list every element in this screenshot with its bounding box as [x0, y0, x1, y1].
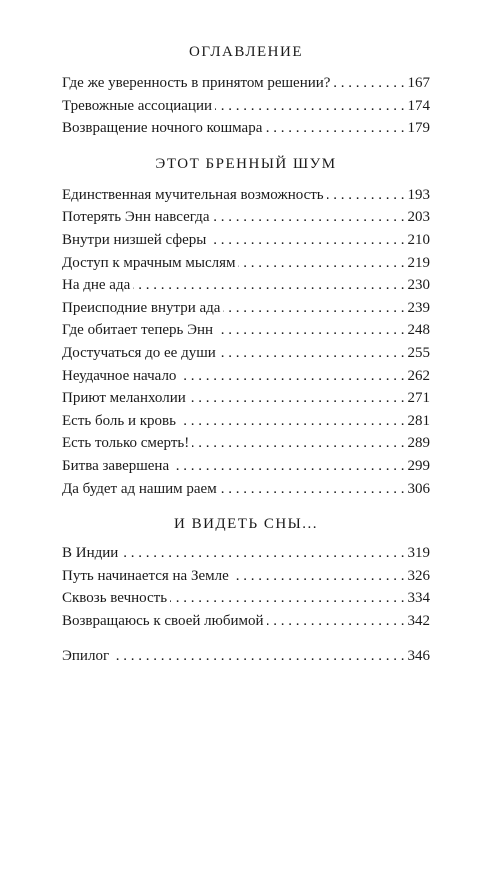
toc-entry[interactable]: [62, 542, 430, 565]
toc-entry[interactable]: [62, 365, 430, 388]
dot-leader: [333, 72, 404, 87]
toc-entry-title: Где же уверенность в принятом решении?: [62, 75, 331, 91]
toc-entry-title: Единственная мучительная возможность: [62, 186, 324, 203]
section-heading: И ВИДЕТЬ СНЫ...: [173, 516, 318, 533]
toc-entry-page: 239: [407, 299, 430, 316]
toc-entry-title: Приют меланхолии: [62, 390, 186, 407]
toc-entry[interactable]: [62, 252, 430, 275]
toc-entry-title: Возвращение ночного кошмара: [62, 120, 263, 137]
dot-leader: [133, 274, 404, 289]
toc-entry-title: Преисподние внутри ада: [62, 299, 221, 316]
toc-section-to-dream: [62, 516, 430, 632]
toc-entry-title: Есть боль и кровь: [62, 412, 176, 429]
toc-section-this-mortal-coil: [62, 156, 430, 500]
toc-list: [62, 184, 430, 500]
toc-entry-title: В Индии: [62, 545, 119, 562]
toc-entry-title: Эпилог: [62, 648, 110, 665]
dot-leader: [192, 432, 404, 447]
toc-entry-title: Путь начинается на Земле: [62, 567, 229, 584]
dot-leader: [327, 184, 405, 199]
dot-leader: [232, 565, 405, 580]
dot-leader: [215, 95, 405, 110]
dot-leader: [121, 542, 404, 557]
toc-entry-page: 219: [407, 254, 430, 271]
toc-entry-page: 326: [407, 567, 430, 584]
toc-entry[interactable]: [62, 184, 430, 207]
toc-entry-epilog[interactable]: [62, 645, 430, 668]
toc-entry-page: 306: [407, 480, 430, 497]
table-of-contents: [62, 44, 430, 668]
toc-entry-title: Возвращаюсь к своей любимой: [62, 612, 264, 629]
toc-entry[interactable]: [62, 410, 430, 433]
dot-leader: [112, 645, 404, 660]
toc-entry-page: 299: [407, 457, 430, 474]
toc-entry-page: 281: [407, 412, 430, 429]
toc-entry-title: Тревожные ассоциации: [62, 97, 212, 114]
toc-entry-page: 342: [407, 612, 430, 629]
toc-entry[interactable]: [62, 117, 430, 140]
toc-entry-title: Битва завершена: [62, 457, 170, 474]
toc-entry-title: Да будет ад нашим раем: [62, 480, 217, 497]
toc-entry-page: 167: [407, 75, 430, 91]
toc-entry[interactable]: [62, 565, 430, 588]
toc-entry-page: 248: [407, 322, 430, 339]
dot-leader: [189, 387, 405, 402]
dot-leader: [179, 365, 404, 380]
toc-section-contents: [62, 44, 430, 140]
toc-entry-page: 179: [407, 120, 430, 137]
toc-entry-title: Неудачное начало: [62, 367, 177, 384]
toc-entry-title: Сквозь вечность: [62, 590, 168, 607]
dot-leader: [265, 117, 404, 132]
toc-entry-page: 193: [407, 186, 430, 203]
toc-entry-title: Доступ к мрачным мыслям: [62, 254, 236, 271]
toc-entry[interactable]: [62, 478, 430, 501]
toc-entry[interactable]: [62, 229, 430, 252]
toc-entry[interactable]: [62, 610, 430, 633]
dot-leader: [220, 478, 405, 493]
dot-leader: [267, 610, 405, 625]
toc-list: [62, 72, 430, 140]
dot-leader: [170, 587, 404, 602]
toc-entry[interactable]: [62, 342, 430, 365]
dot-leader: [212, 206, 404, 221]
toc-entry-page: 319: [407, 545, 430, 562]
toc-entry-page: 210: [407, 231, 430, 248]
toc-entry-page: 262: [407, 367, 430, 384]
toc-list: [62, 542, 430, 632]
toc-entry[interactable]: [62, 387, 430, 410]
toc-entry-page: 334: [407, 590, 430, 607]
dot-leader: [179, 410, 405, 425]
dot-leader: [209, 229, 404, 244]
section-heading: ОГЛАВЛЕНИЕ: [189, 44, 303, 60]
dot-leader: [172, 455, 404, 470]
toc-entry[interactable]: [62, 95, 430, 118]
toc-entry[interactable]: [62, 206, 430, 229]
section-heading: ЭТОТ БРЕННЫЙ ШУМ: [155, 155, 337, 172]
toc-entry-page: 271: [407, 390, 430, 407]
dot-leader: [219, 342, 405, 357]
toc-entry-title: Есть только смерть!: [62, 435, 190, 452]
dot-leader: [223, 297, 404, 312]
toc-entry-title: На дне ада: [62, 277, 131, 294]
toc-entry[interactable]: [62, 72, 430, 95]
toc-entry-title: Потерять Энн навсегда: [62, 209, 210, 226]
dot-leader: [216, 319, 404, 334]
toc-entry[interactable]: [62, 455, 430, 478]
dot-leader: [238, 252, 404, 267]
toc-entry-page: 346: [407, 648, 430, 665]
toc-entry-title: Где обитает теперь Энн: [62, 322, 214, 339]
toc-entry-page: 230: [407, 277, 430, 294]
toc-entry-title: Достучаться до ее души: [62, 344, 216, 361]
toc-entry-page: 289: [407, 435, 430, 452]
toc-entry[interactable]: [62, 297, 430, 320]
toc-entry-page: 255: [407, 344, 430, 361]
toc-entry-page: 174: [407, 97, 430, 114]
toc-entry[interactable]: [62, 319, 430, 342]
toc-entry[interactable]: [62, 432, 430, 455]
toc-entry[interactable]: [62, 274, 430, 297]
toc-entry[interactable]: [62, 587, 430, 610]
toc-entry-title: Внутри низшей сферы: [62, 231, 207, 248]
toc-entry-page: 203: [407, 209, 430, 226]
